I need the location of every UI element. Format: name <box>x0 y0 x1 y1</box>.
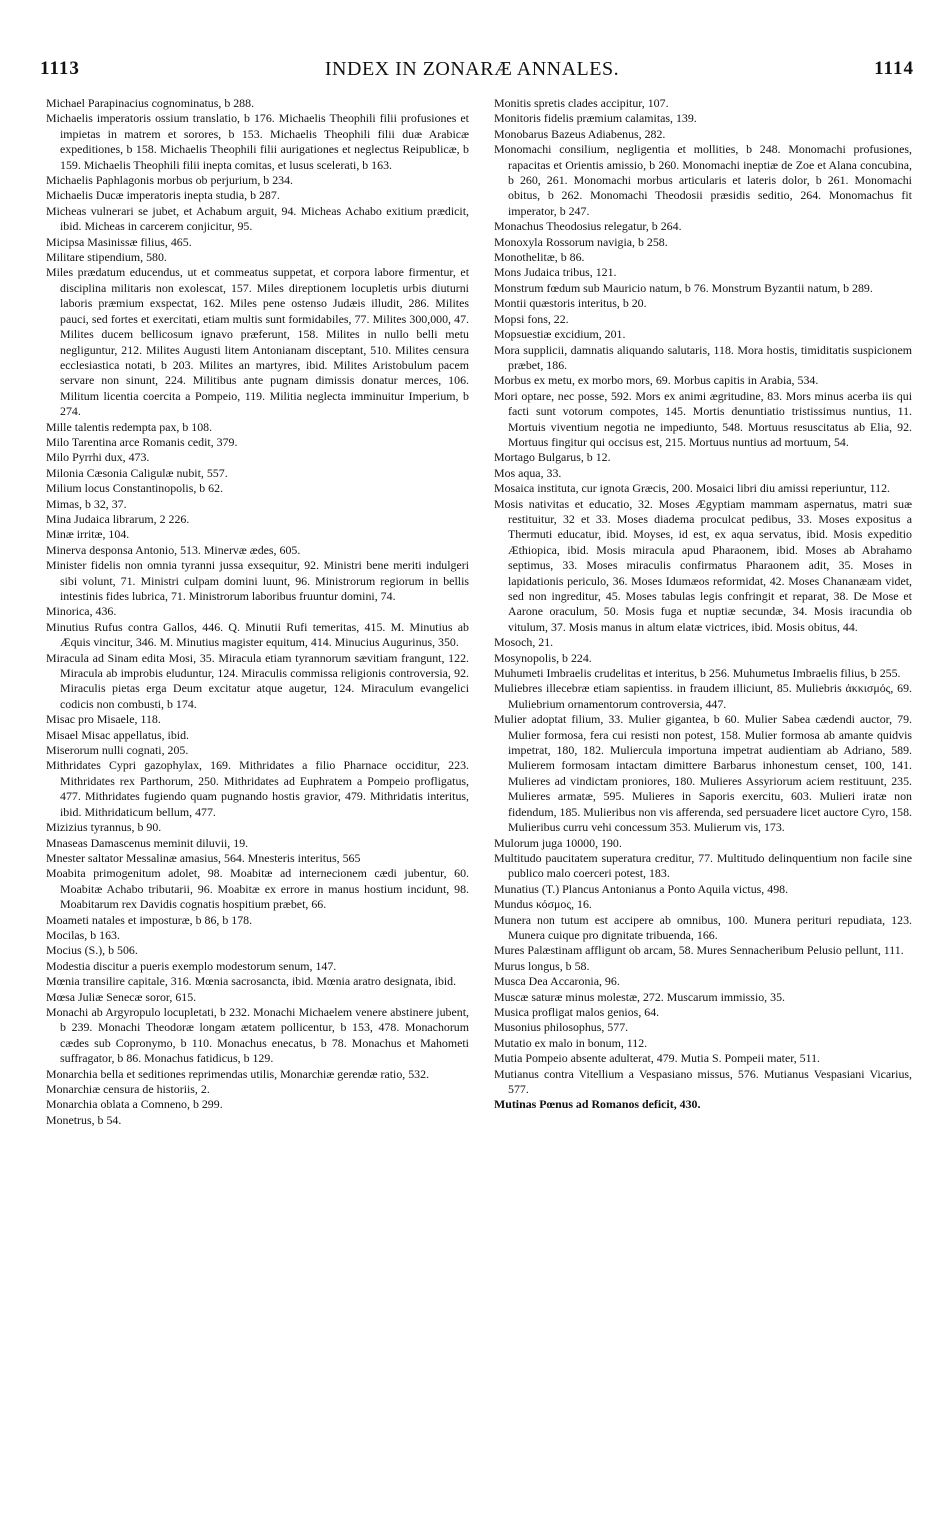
right-index-entry: Mora supplicii, damnatis aliquando salutaris, 118. Mora hostis, timiditatis suspicionem præbet, 186. <box>494 342 912 372</box>
left-index-entry: Minister fidelis non omnia tyranni jussa exsequitur, 92. Ministri bene meriti indulgeri sibi volunt, 71. Ministri culpam domini luunt, 96. Ministrorum regiorum in bellis intestinis fides lubrica, 71. Ministrorum laboribus fruuntur domini, 74. <box>46 558 469 603</box>
left-index-entry: Misac pro Misaele, 118. <box>46 712 161 727</box>
left-index-entry: Monetrus, b 54. <box>46 1112 122 1127</box>
right-index-entry: Mulier adoptat filium, 33. Mulier gigantea, b 60. Mulier Sabea cædendi auctor, 79. Mulier formosa, fera cui resisti non potest, 158. Mulier formosa ab amante quidvis impetrat, 180, 182. Muliercula importuna impetrat audientiam ab Adriano, 589. Mulierem formosam intactam dimittere Barbarus inhonestum censet, 100, 141. Mulieres ad vindictam proniores, 180. Mulieres Assyriorum aciem restituunt, 235. Mulieres armatæ, 595. Mulieres in Saporis exercitu, 603. Mulieri iratæ non fidendum, 185. Mulieribus non vis afferenda, sed persuadere licet auctore Cyro, 158. Mulieribus curru vehi concessum 353. Mulierum vis, 173. <box>494 712 912 835</box>
right-index-entry: Mosoch, 21. <box>494 635 554 650</box>
left-index-entry: Milium locus Constantinopolis, b 62. <box>46 481 224 496</box>
right-index-entry: Monomachi consilium, negligentia et mollities, b 248. Monomachi profusiones, rapacitas et Orientis amissio, b 260. Monomachi ineptiæ de Zoe et Alana concubina, b 260, 261. Monomachi morbus articularis et lateris dolor, b 261. Monomachi obitus, b 262. Monomachi Theodosii præsidis seditio, 264. Monomachus fit imperator, b 247. <box>494 142 912 218</box>
page-header <box>0 58 944 86</box>
right-index-entry: Mutinas Pœnus ad Romanos deficit, 430. <box>494 1097 701 1112</box>
left-index-entry: Monachi ab Argyropulo locupletati, b 232. Monachi Michaelem venere abstinere jubent, b 239. Monachi Theodoræ longam ætatem pollicentur, b 153, 478. Monachorum cædes sub Copronymo, b 110. Monachus enecatus, b 78. Monachus et Mahometi suffragator, b 86. Monachus fatidicus, b 129. <box>46 1004 469 1066</box>
left-index-entry: Mœnia transilire capitale, 316. Mœnia sacrosancta, ibid. Mœnia aratro designata, ibid. <box>46 974 457 989</box>
right-column <box>494 96 912 1491</box>
left-index-entry: Miserorum nulli cognati, 205. <box>46 743 189 758</box>
left-index-entry: Minutius Rufus contra Gallos, 446. Q. Minutii Rufi temeritas, 415. M. Minutius ab Æquis vincitur, 346. M. Minutius magister equitum, 414. Minucius Augurinus, 350. <box>46 619 469 650</box>
left-index-entry: Milo Pyrrhi dux, 473. <box>46 450 150 465</box>
right-index-entry: Mures Palæstinam affligunt ob arcam, 58. Mures Sennacheribum Pelusio pellunt, 111. <box>494 943 904 958</box>
right-index-entry: Musica profligat malos genios, 64. <box>494 1004 660 1019</box>
right-index-entry: Mulorum juga 10000, 190. <box>494 835 622 850</box>
right-index-entry: Monachus Theodosius relegatur, b 264. <box>494 219 682 234</box>
right-index-entry: Mosaica instituta, cur ignota Græcis, 200. Mosaici libri diu amissi reperiuntur, 112. <box>494 481 891 496</box>
left-index-entry: Mœsa Juliæ Senecæ soror, 615. <box>46 989 197 1004</box>
right-index-entry: Monitis spretis clades accipitur, 107. <box>494 96 669 110</box>
right-index-entry: Muhumeti Imbraelis crudelitas et interitus, b 256. Muhumetus Imbraelis filius, b 255. <box>494 666 901 681</box>
right-index-entry: Mos aqua, 33. <box>494 465 562 480</box>
left-index-entry: Mina Judaica librarum, 2 226. <box>46 511 190 526</box>
right-index-entry: Mundus κόσμος, 16. <box>494 897 592 912</box>
right-index-entry: Mons Judaica tribus, 121. <box>494 265 617 280</box>
right-index-entry: Multitudo paucitatem superatura creditur, 77. Multitudo delinquentium non facile sine publico malo coerceri potest, 183. <box>494 850 912 881</box>
right-index-entry: Mopsi fons, 22. <box>494 311 569 326</box>
left-index-entry: Michaelis imperatoris ossium translatio, b 176. Michaelis Theophili filii profusiones et impietas in matrem et sorores, b 153. Michaelis Theophili filii duæ Arabicæ expeditiones, b 158. Michaelis Theophili filii aurigationes et neglectus Reipublicæ, b 159. Michaelis Theophili filii inepta comitas, et lusus scelerati, b 163. <box>46 111 469 172</box>
left-index-entry: Micheas vulnerari se jubet, et Achabum arguit, 94. Micheas Achabo exitium prædicit, ibid. Micheas in carcerem conjicitur, 95. <box>46 203 469 234</box>
left-index-entry: Mnester saltator Messalinæ amasius, 564. Mnesteris interitus, 565 <box>46 850 361 865</box>
left-index-entry: Miles prædatum educendus, ut et commeatus suppetat, et corpora labore firmentur, et disciplina militaris non exolescat, 157. Miles direptionem locupletis urbis diuturni laboris præmium exspectat, 162. Miles pene ostenso Judæis illudit, 286. Milites pauci, sed fortes et exercitati, etiam multis sunt formidabiles, 77. Milites 300,000, 47. Milites ducem bellicosum ignavo præferunt, 158. Milites in nullo belli metu negliguntur, 212. Milites Augusti litem Antonianam disceptant, 510. Milites censura ecclesiastica notati, b 203. Milites an martyres, ibid. Milites Aristobulum pacem servare non sinunt, 224. Militibus ante pugnam dimissis donatur merces, 106. Militum licentia coercita a Pompeio, 119. Militia neglecta imminuitur Imperium, b 274. <box>46 265 469 419</box>
left-index-entry: Militare stipendium, 580. <box>46 250 167 265</box>
left-column <box>46 96 469 1491</box>
left-index-entry: Monarchiæ censura de historiis, 2. <box>46 1082 210 1096</box>
right-index-entry: Mosynopolis, b 224. <box>494 650 592 665</box>
left-index-entry: Moabita primogenitum adolet, 98. Moabitæ ad internecionem cædi jubentur, 60. Moabitæ Achabo tributarii, 96. Moabitæ ex errore in manus hostium incidunt, 98. Moabitarum rex Davidis cognatis hospitium præbet, 66. <box>46 866 469 912</box>
right-index-entry: Munera non tutum est accipere ab omnibus, 100. Munera perituri repudiata, 123. Munera cuique pro dignitate tribuenda, 166. <box>494 912 912 942</box>
right-index-entry: Mosis nativitas et educatio, 32. Moses Ægyptiam mammam aspernatus, matri suæ restituitur, 32 et 33. Moses diadema proculcat pedibus, 33. Moses expositus a Thermuti educatur, ibid. Moyses, id est, ex aqua servatus, ibid. Mosis expeditio Æthiopica, ibid. Mosis miracula apud Pharaonem, ibid. Moses ab Abrahamo septimus, 33. Moses miraculis confirmatus Pharaonem adit, 35. Moses in lapidationis periculo, 36. Moses Idumæos reformidat, 42. Moses Chananæam videt, sed non ingreditur, 45. Moses tabulas legis confringit et reparat, 38. De Mose et Aarone oraculum, 50. Mosis fuga et nuptiæ secundæ, 34. Mosis iracundia ob vitulum, 37. Mosis manus in altum elatæ victrices, ibid. Mosis obitus, 44. <box>494 496 912 634</box>
left-index-entry: Mocius (S.), b 506. <box>46 943 138 958</box>
left-index-entry: Minerva desponsa Antonio, 513. Minervæ ædes, 605. <box>46 542 301 557</box>
right-index-entry: Mopsuestiæ excidium, 201. <box>494 327 626 342</box>
left-index-entry: Milo Tarentina arce Romanis cedit, 379. <box>46 434 238 449</box>
page-number-left: 1113 <box>40 58 80 79</box>
right-index-entry: Muscæ saturæ minus molestæ, 272. Muscarum immissio, 35. <box>494 989 785 1004</box>
right-index-entry: Mutatio ex malo in bonum, 112. <box>494 1035 648 1050</box>
right-index-entry: Mutianus contra Vitellium a Vespasiano missus, 576. Mutianus Vespasiani Vicarius, 577. <box>494 1066 912 1096</box>
right-index-entry: Morbus ex metu, ex morbo mors, 69. Morbus capitis in Arabia, 534. <box>494 373 819 388</box>
left-index-entry: Michael Parapinacius cognominatus, b 288. <box>46 96 255 110</box>
right-index-entry: Musca Dea Accaronia, 96. <box>494 974 620 989</box>
left-index-entry: Mimas, b 32, 37. <box>46 496 127 511</box>
page-number-right: 1114 <box>874 58 914 79</box>
left-index-entry: Michaelis Ducæ imperatoris inepta studia, b 287. <box>46 188 280 203</box>
left-index-entry: Michaelis Paphlagonis morbus ob perjurium, b 234. <box>46 173 294 188</box>
right-index-entry: Mori optare, nec posse, 592. Mors ex animi ægritudine, 83. Mors minus acerba iis qui facti sunt votorum compotes, 145. Mortis denuntiatio tristissimus nuntius, 11. Mortuis viventium negotia ne impediunto, 548. Mortuus resuscitatus ab Elia, 92. Mortuus fingitur qui occisus est, 215. Mortuus nuntius ad mortuum, 54. <box>494 388 912 449</box>
page-title: INDEX IN ZONARÆ ANNALES. <box>324 58 620 80</box>
right-index-entry: Monoxyla Rossorum navigia, b 258. <box>494 234 668 249</box>
right-index-entry: Monobarus Bazeus Adiabenus, 282. <box>494 126 666 141</box>
right-index-entry: Mortago Bulgarus, b 12. <box>494 450 611 465</box>
right-index-entry: Murus longus, b 58. <box>494 958 590 973</box>
left-index-entry: Minorica, 436. <box>46 604 117 619</box>
right-index-entry: Munatius (T.) Plancus Antonianus a Ponto Aquila victus, 498. <box>494 881 789 896</box>
left-index-entry: Micipsa Masinissæ filius, 465. <box>46 234 192 249</box>
left-index-entry: Monarchia oblata a Comneno, b 299. <box>46 1097 223 1112</box>
left-index-entry: Miracula ad Sinam edita Mosi, 35. Miracula etiam tyrannorum sævitiam frangunt, 122. Miracula ab improbis eluduntur, 124. Miraculis commissa religionis controversia, 92. Miraculis pietas erga Deum excitatur atque augetur, 124. Miraculum evangelici codicis non combusti, b 174. <box>46 650 469 711</box>
right-index-entry: Muliebres illecebræ etiam sapientiss. in fraudem illiciunt, 85. Muliebris ἀκκισμός, 69. Muliebrium ornamentorum controversia, 447. <box>494 681 912 711</box>
left-index-entry: Milonia Cæsonia Caligulæ nubit, 557. <box>46 465 228 480</box>
left-index-entry: Monarchia bella et seditiones reprimendas utilis, Monarchiæ gerendæ ratio, 532. <box>46 1066 430 1081</box>
right-index-entry: Mutia Pompeio absente adulterat, 479. Mutia S. Pompeii mater, 511. <box>494 1051 821 1066</box>
left-index-entry: Mithridates Cypri gazophylax, 169. Mithridates a filio Pharnace occiditur, 223. Mithridates rex Parthorum, 250. Mithridates ad Euphratem a Pompeio profligatus, 477. Mithridates fugiendo quam pugnando hostis gravior, 479. Mithridatis interitus, ibid. Mithridaticum bellum, 477. <box>46 758 469 819</box>
left-index-entry: Moameti natales et imposturæ, b 86, b 178. <box>46 912 253 927</box>
right-index-entry: Montii quæstoris interitus, b 20. <box>494 296 647 311</box>
left-index-entry: Mille talentis redempta pax, b 108. <box>46 419 213 434</box>
left-index-entry: Mnaseas Damascenus meminit diluvii, 19. <box>46 835 249 850</box>
right-index-entry: Monitoris fidelis præmium calamitas, 139. <box>494 111 697 126</box>
left-index-entry: Mizizius tyrannus, b 90. <box>46 820 162 835</box>
left-index-entry: Modestia discitur a pueris exemplo modestorum senum, 147. <box>46 958 337 973</box>
left-index-entry: Misael Misac appellatus, ibid. <box>46 727 189 742</box>
left-index-entry: Minæ irritæ, 104. <box>46 527 130 542</box>
right-index-entry: Musonius philosophus, 577. <box>494 1020 629 1035</box>
right-index-entry: Monstrum fœdum sub Mauricio natum, b 76. Monstrum Byzantii natum, b 289. <box>494 280 873 295</box>
left-index-entry: Mocilas, b 163. <box>46 927 120 942</box>
right-index-entry: Monothelitæ, b 86. <box>494 250 585 265</box>
